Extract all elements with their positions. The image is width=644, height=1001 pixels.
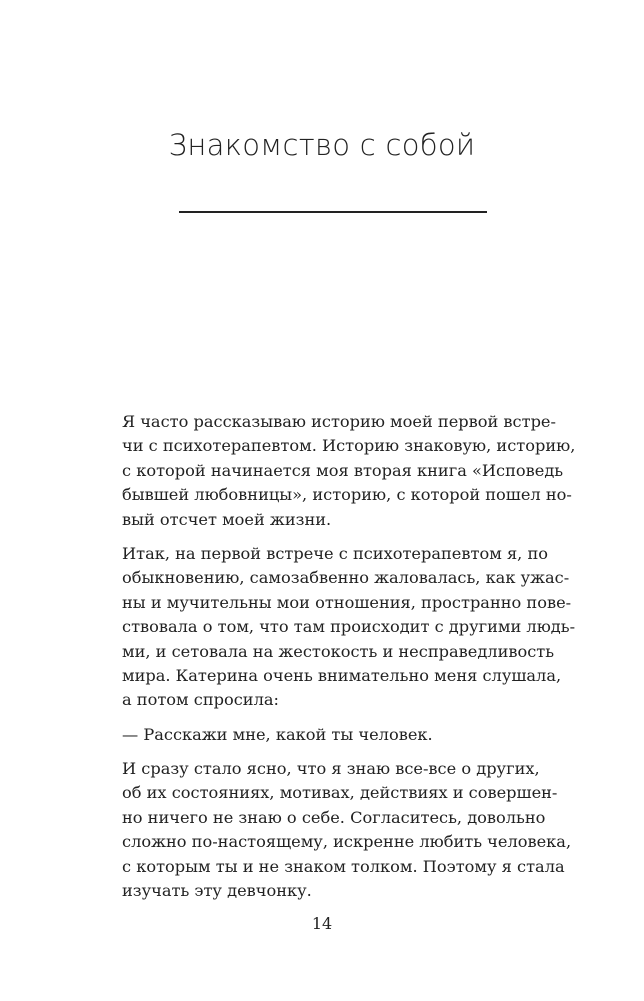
page-number: 14 (311, 914, 333, 933)
text-line: ми, и сетовала на жестокость и несправедливость (122, 641, 555, 661)
text-line: — Расскажи мне, какой ты человек. (122, 724, 433, 744)
text-line: с которой начинается моя вторая книга «Исповедь (122, 460, 564, 480)
text-line: ствовала о том, что там происходит с другими людь- (122, 617, 576, 637)
text-line: с которым ты и не знаком толком. Поэтому я стала (122, 856, 565, 876)
text-line: Итак, на первой встрече с психотерапевтом я, по (122, 543, 548, 563)
text-line: об их состояниях, мотивах, действиях и совершен- (122, 783, 558, 803)
text-line: но ничего не знаю о себе. Согласитесь, довольно (122, 807, 546, 827)
text-line: бывшей любовницы», историю, с которой пошел но- (122, 485, 572, 505)
text-line: сложно по-настоящему, искренне любить человека, (122, 832, 572, 852)
text-line: И сразу стало ясно, что я знаю все-все о других, (122, 759, 540, 779)
text-line: обыкновению, самозабвенно жаловалась, как ужас- (122, 568, 570, 588)
paragraph (122, 410, 576, 532)
text-line: Я часто рассказываю историю моей первой встре- (122, 412, 556, 431)
paragraph (122, 542, 576, 713)
paragraph (122, 757, 572, 903)
body-text (122, 410, 576, 913)
text-line: мира. Катерина очень внимательно меня слушала, (122, 665, 562, 685)
text-line: а потом спросила: (122, 690, 279, 710)
text-line: чи с психотерапевтом. Историю знаковую, историю, (122, 436, 576, 456)
chapter-title: Знакомство с собой (168, 128, 476, 162)
text-line: вый отсчет моей жизни. (122, 509, 332, 529)
text-line: ны и мучительны мои отношения, пространно пове- (122, 592, 572, 612)
text-line: изучать эту девчонку. (122, 881, 312, 901)
paragraph (122, 723, 532, 747)
title-divider (179, 211, 487, 213)
